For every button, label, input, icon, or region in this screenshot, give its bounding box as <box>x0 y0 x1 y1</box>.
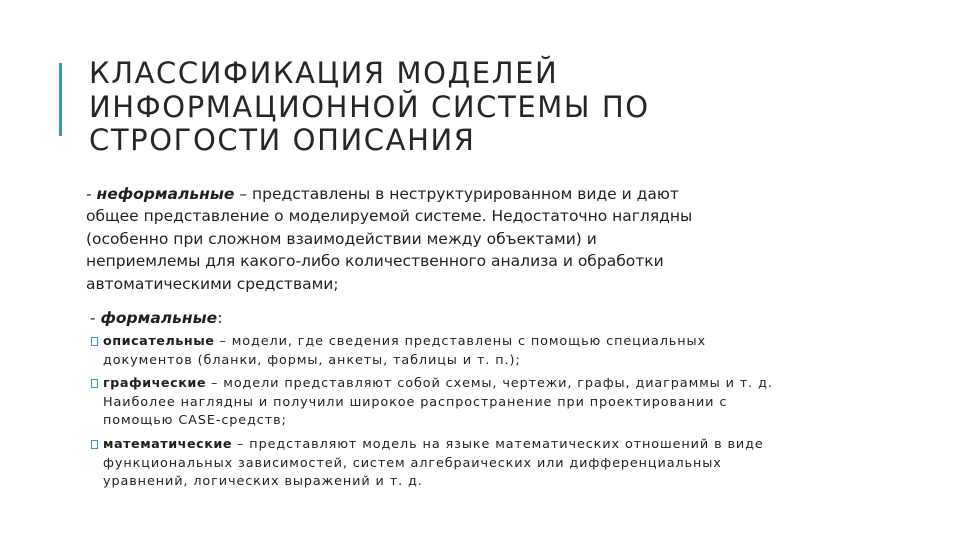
informal-text-line: неприемлемы для какого-либо количественного анализа и обработки <box>86 252 664 271</box>
bullet-text-line: – модели, где сведения представлены с помощью специальных <box>214 334 706 349</box>
intro-first-line <box>86 183 846 205</box>
bullet-text-line: уравнений, логических выражений и т. д. <box>103 474 423 490</box>
square-bullet-icon <box>91 379 98 388</box>
title-accent-bar <box>59 63 62 136</box>
bullet-text-line: Наиболее наглядны и получили широкое распространение при проектировании с <box>103 394 728 410</box>
bullet-first-line <box>103 436 869 455</box>
bullet-text-line: – модели представляют собой схемы, чертежи, графы, диаграммы и т. д. <box>206 376 773 392</box>
formal-models-heading <box>90 307 222 329</box>
informal-text-line: общее представление о моделируемой системе. Недостаточно наглядны <box>86 207 693 226</box>
bullet-text-line: документов (бланки, формы, анкеты, таблицы и т. п.); <box>103 352 521 368</box>
bullet-term: математические <box>103 436 233 452</box>
formal-term: формальные <box>100 309 218 327</box>
slide-title <box>89 57 889 158</box>
formal-prefix: - <box>90 309 101 327</box>
bullet-first-line <box>103 375 869 394</box>
list-item <box>89 436 869 492</box>
informal-text-line: (особенно при сложном взаимодействии между объектами) и <box>86 229 597 248</box>
informal-text-line: автоматическими средствами; <box>86 274 339 293</box>
formal-suffix: : <box>217 309 223 327</box>
list-item <box>89 333 869 370</box>
bullet-text-line: помощью CASE-средств; <box>103 413 287 429</box>
bullet-first-line <box>103 333 869 352</box>
title-line: ИНФОРМАЦИОННОЙ СИСТЕМЫ ПО <box>89 89 650 124</box>
informal-term: неформальные <box>96 185 235 203</box>
formal-models-list <box>89 333 869 497</box>
list-item <box>89 375 869 431</box>
square-bullet-icon <box>91 440 98 449</box>
informal-prefix: - <box>86 185 97 203</box>
title-line: СТРОГОСТИ ОПИСАНИЯ <box>89 123 476 157</box>
bullet-term: графические <box>103 376 207 392</box>
informal-models-paragraph <box>86 183 846 295</box>
informal-text-line: – представлены в неструктурированном виде и дают <box>234 185 679 203</box>
bullet-text-line: функциональных зависимостей, систем алгебраических или дифференциальных <box>103 455 722 471</box>
bullet-term: описательные <box>103 334 215 349</box>
bullet-text-line: – представляют модель на языке математических отношений в виде <box>232 436 764 452</box>
square-bullet-icon <box>91 337 98 346</box>
title-line: КЛАССИФИКАЦИЯ МОДЕЛЕЙ <box>89 56 559 90</box>
